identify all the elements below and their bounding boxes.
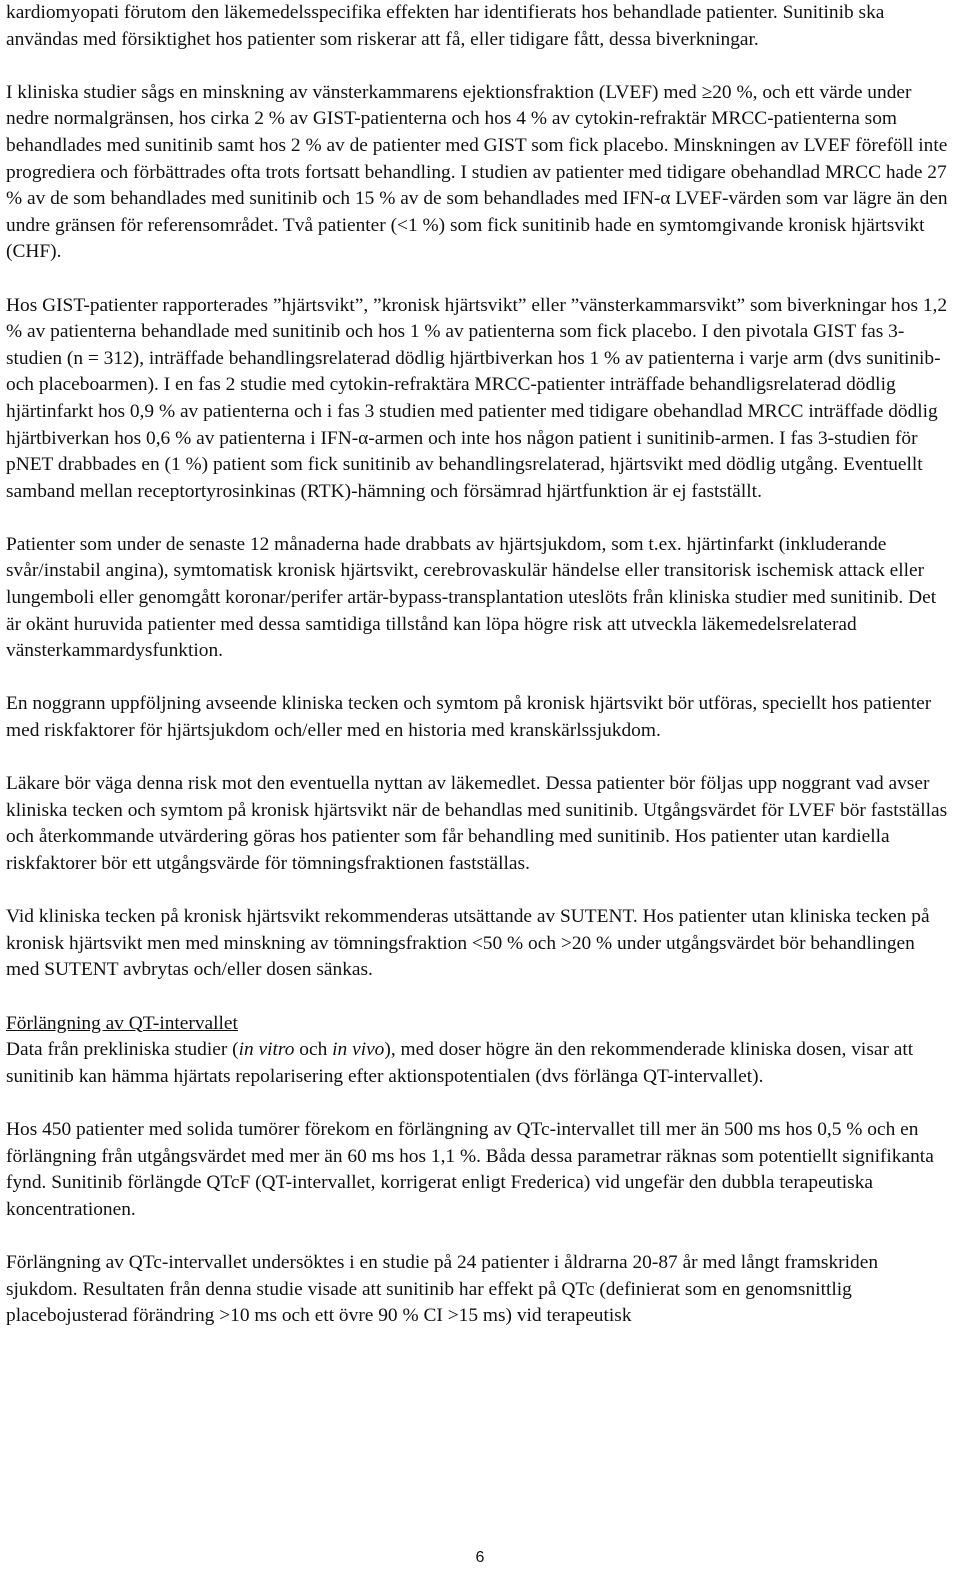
paragraph-7-run-0: Data från prekliniska studier ( bbox=[6, 1039, 239, 1061]
page-number: 6 bbox=[475, 1549, 485, 1566]
paragraph-7 bbox=[6, 1037, 950, 1090]
paragraph-1-text: I kliniska studier sågs en minskning av vänsterkammarens ejektionsfraktion (LVEF) med ≥20 %, och ett värde under nedre normalgränsen, hos cirka 2 % av GIST-patienterna och hos 4 % av cytokin-refraktär MRCC-patienterna som behandlades med sunitinib samt hos 2 % av de patienter med GIST som fick placebo. Minskningen av LVEF föreföll inte progrediera och förbättrades ofta trots fortsatt behandling. I studien av patienter med tidigare obehandlad MRCC hade 27 % av de som behandlades med sunitinib och 15 % av de som behandlades med IFN-α LVEF-värden som var lägre än den undre gränsen för referensområdet. Två patienter (<1 %) som fick sunitinib hade en symtomgivande kronisk hjärtsvikt (CHF). bbox=[6, 81, 948, 263]
paragraph-3-text: Patienter som under de senaste 12 månaderna hade drabbats av hjärtsjukdom, som t.ex. hjärtinfarkt (inkluderande svår/instabil angina), symtomatisk kronisk hjärtsvikt, cerebrovaskulär händelse eller transitorisk ischemisk attack eller lungemboli eller genomgått koronar/perifer artär-bypass-transplantation uteslöts från kliniska studier med sunitinib. Det är okänt huruvida patienter med dessa samtidiga tillstånd kan löpa högre risk att utveckla läkemedelsrelaterad vänsterkammardysfunktion. bbox=[6, 533, 937, 662]
paragraph-1 bbox=[6, 80, 950, 266]
paragraph-5-text: Läkare bör väga denna risk mot den eventuella nyttan av läkemedlet. Dessa patienter bör följas upp noggrant vad avser kliniska tecken och symtom på kronisk hjärtsvikt när de behandlas med sunitinib. Utgångsvärdet för LVEF bör fastställas och återkommande utvärdering göras hos patienter som får behandling med sunitinib. Hos patienter utan kardiella riskfaktorer bör ett utgångsvärde för tömningsfraktionen fastställas. bbox=[6, 773, 948, 874]
document-page bbox=[6, 0, 950, 1330]
paragraph-7-run-1-italic: in vitro bbox=[238, 1039, 295, 1061]
paragraph-7-run-3-italic: in vivo bbox=[332, 1039, 385, 1061]
paragraph-0 bbox=[6, 0, 950, 53]
paragraph-4 bbox=[6, 691, 950, 744]
paragraph-8-text: Hos 450 patienter med solida tumörer förekom en förlängning av QTc-intervallet till mer än 500 ms hos 0,5 % och en förlängning från utgångsvärdet med mer än 60 ms hos 1,1 %. Båda dessa parametrar räknas som potentiellt signifikanta fynd. Sunitinib förlängde QTcF (QT-intervallet, korrigerat enligt Frederica) vid ungefär den dubbla terapeutiska koncentrationen. bbox=[6, 1118, 934, 1220]
paragraph-6-text: Vid kliniska tecken på kronisk hjärtsvikt rekommenderas utsättande av SUTENT. Hos patienter utan kliniska tecken på kronisk hjärtsvikt men med minskning av tömningsfraktion <50 % och >20 % under utgångsvärdet bör behandlingen med SUTENT avbrytas och/eller dosen sänkas. bbox=[6, 906, 930, 981]
paragraph-9-text: Förlängning av QTc-intervallet undersöktes i en studie på 24 patienter i åldrarna 20-87 år med långt framskriden sjukdom. Resultaten från denna studie visade att sunitinib har effekt på QTc (definierat som en genomsnittlig placebojusterad förändring >10 ms och ett övre 90 % CI >15 ms) vid terapeutisk bbox=[6, 1251, 879, 1327]
section-heading-qt: Förlängning av QT-intervallet bbox=[6, 1012, 238, 1034]
paragraph-7-run-4: ), med doser högre än den rekommenderade kliniska dosen, visar att sunitinib kan hämma hjärtats repolarisering efter aktionspotentialen (dvs förlänga QT-intervallet). bbox=[6, 1039, 914, 1087]
paragraph-0-text: kardiomyopati förutom den läkemedelsspecifika effekten har identifierats hos behandlade patienter. Sunitinib ska användas med försiktighet hos patienter som riskerar att få, eller tidigare fått, dessa biverkningar. bbox=[6, 2, 885, 50]
paragraph-5 bbox=[6, 771, 950, 877]
paragraph-6 bbox=[6, 904, 950, 984]
paragraph-4-text: En noggrann uppföljning avseende kliniska tecken och symtom på kronisk hjärtsvikt bör utföras, speciellt hos patienter med riskfaktorer för hjärtsjukdom och/eller med en historia med kranskärlssjukdom. bbox=[6, 693, 932, 742]
paragraph-8 bbox=[6, 1117, 950, 1223]
paragraph-9 bbox=[6, 1250, 950, 1330]
paragraph-2 bbox=[6, 293, 950, 506]
paragraph-7-run-2: och bbox=[294, 1039, 333, 1061]
paragraph-2-text: Hos GIST-patienter rapporterades ”hjärtsvikt”, ”kronisk hjärtsvikt” eller ”vänsterkammarsvikt” som biverkningar hos 1,2 % av patienterna behandlade med sunitinib och hos 1 % av patienterna som fick placebo. I den pivotala GIST fas 3-studien (n = 312), inträffade behandlingsrelaterad dödlig hjärtbiverkan hos 1 % av patienterna i varje arm (dvs sunitinib- och placeboarmen). I en fas 2 studie med cytokin-refraktära MRCC-patienter inträffade behandligsrelaterad dödlig hjärtinfarkt hos 0,9 % av patienterna och i fas 3 studien med patienter med tidigare obehandlad MRCC inträffade dödlig hjärtbiverkan hos 0,6 % av patienterna i IFN-α-armen och inte hos någon patient i sunitinib-armen. I fas 3-studien för pNET drabbades en (1 %) patient som fick sunitinib av behandlingsrelaterad, hjärtsvikt med dödlig utgång. Eventuellt samband mellan receptortyrosinkinas (RTK)-hämning och försämrad hjärtfunktion är ej fastställt. bbox=[6, 294, 948, 502]
paragraph-3 bbox=[6, 532, 950, 665]
